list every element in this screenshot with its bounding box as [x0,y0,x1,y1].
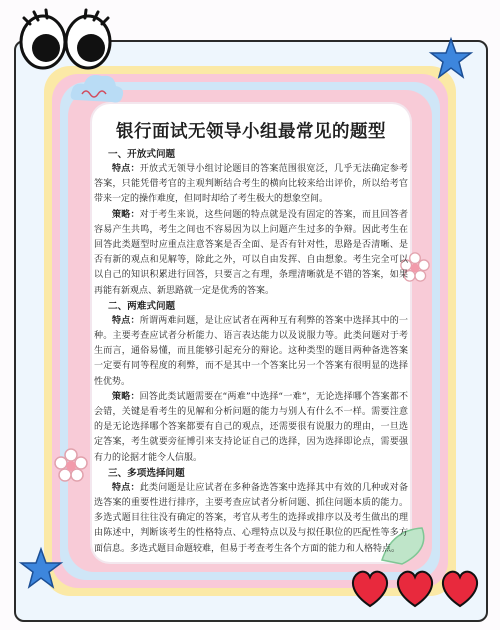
paragraph-label: 特点： [112,315,140,326]
section-heading-dilemma: 二、两难式问题 [108,300,176,312]
paragraph-text: 开放式无领导小组讨论题目的答案范围很宽泛，几乎无法确定参考答案，只能凭借考官的主观判断结合考生的横向比较来给出评价，所以给考官带来一定的操作难度，但同时却给了考生极大的想象空间。 [94,164,408,205]
article [92,118,410,557]
paragraph-label: 策略： [112,209,140,220]
cloud-icon [68,68,128,108]
paragraph-text: 对于考生来说，这些问题的特点就是没有固定的答案，而且回答者容易产生共鸣，考生之间也不容易因为以上问题产生过多的争辩。因此考生在回答此类题型时应重点注意答案是否全面、是否有针对性，思路是否清晰、是否有新的观点和见解等，除此之外，可以自由发挥、自由想象。考生完全可以以自己的知识积累进行回答，只要言之有理，条理清晰就是不错的答案，如果再能有新观点、新思路就一定是优秀的答案。 [94,209,408,296]
flower-icon [54,448,88,482]
section-heading-multiple-choice: 三、多项选择问题 [108,467,185,479]
paragraph [92,208,410,299]
paragraph-text: 回答此类试题需要在“两难”中选择“一难”，无论选择哪个答案都不会错，关键是看考生的见解和分析问题的能力与别人有什么不一样。需要注意的是无论选择哪个答案都要有自己的观点，还需要很有说服力的理由，一旦选定答案，考生就要旁征博引来支持论证自己的选择，因为选择即论点，需要强有力的论据才能令人信服。 [94,391,408,463]
cartoon-eyes-icon [16,6,116,76]
paragraph-text: 所谓两难问题，是让应试者在两种互有利弊的答案中选择其中的一种。主要考查应试者分析能力、语言表达能力以及说服力等。此类问题对于考生而言，通俗易懂，而且能够引起充分的辩论。这种类型的题目两种备选答案一定要有同等程度的利弊，而不是其中一个答案比另一个答案有很明显的选择性优势。 [94,315,408,387]
paragraph [92,162,410,208]
star-icon [428,36,474,82]
star-icon-bottom-left [18,546,64,592]
section-heading-open: 一、开放式问题 [108,149,176,160]
paragraph-label: 策略： [112,391,140,402]
paragraph [92,390,410,466]
paragraph [92,481,410,557]
paragraph [92,314,410,390]
paragraph-label: 特点： [112,482,140,493]
page-title: 银行面试无领导小组最常见的题型 [116,122,386,142]
hearts-icon [348,566,482,610]
paragraph-label: 特点： [112,164,140,174]
paragraph-text: 此类问题是让应试者在多种备选答案中选择其中有效的几种或对备选答案的重要性进行排序，主要考查应试者分析问题、抓住问题本质的能力。多选式题目往往没有确定的答案，考官从考生的选择或排序以及考生做出的理由陈述中，判断该考生的性格特点、心理特点以及与拟任职位的匹配性等多方面信息。多选式题目命题较难，但易于考查考生各个方面的能力和人格特点。 [94,482,408,554]
